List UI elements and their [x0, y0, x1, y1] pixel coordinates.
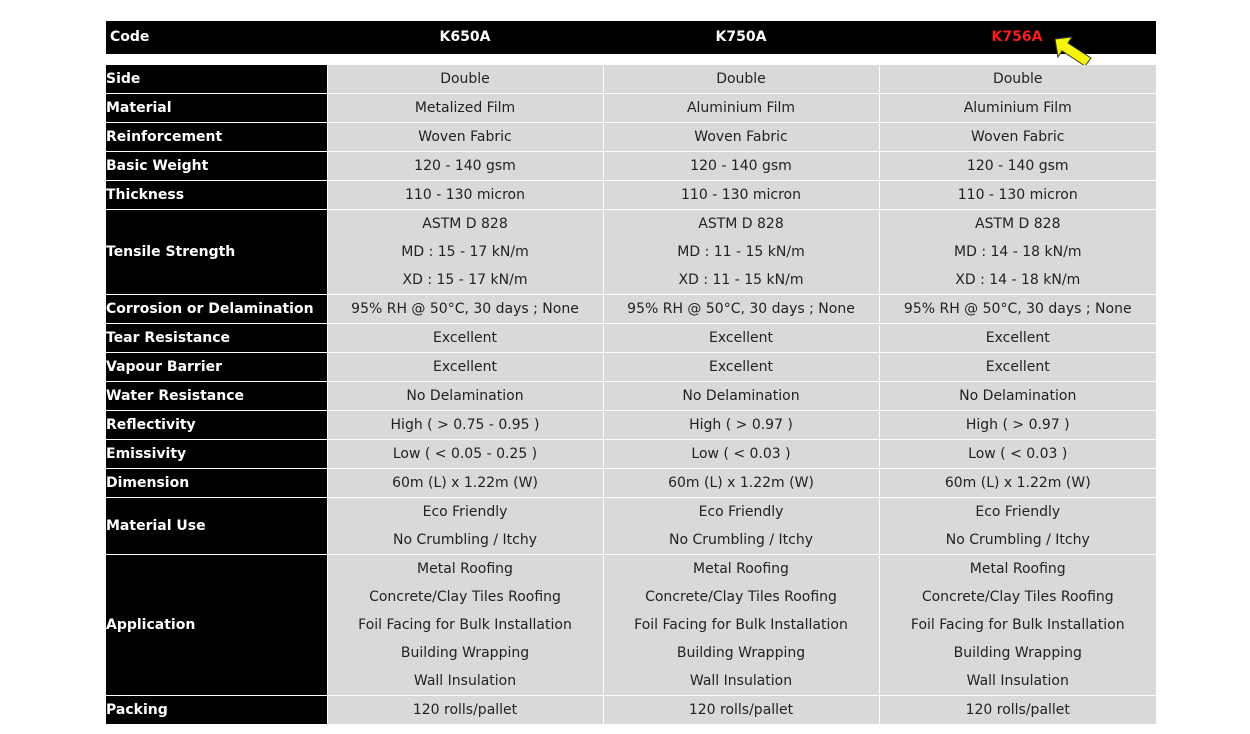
column-header-k756a: K756A: [991, 29, 1043, 45]
cell-k756a: [879, 210, 1156, 295]
row-label: Tear Resistance: [106, 324, 327, 353]
cell-line: 95% RH @ 50°C, 30 days ; None: [351, 301, 579, 317]
cell-k750a: [603, 498, 879, 555]
cell-k756a: [879, 65, 1156, 94]
cell-line: 95% RH @ 50°C, 30 days ; None: [627, 301, 855, 317]
spec-table-header: [106, 21, 1156, 54]
row-label: Corrosion or Delamination: [106, 295, 327, 324]
cell-k650a: [327, 353, 603, 382]
cell-line: 110 - 130 micron: [681, 187, 801, 203]
cell-k750a: [603, 353, 879, 382]
cell-line: Woven Fabric: [694, 129, 788, 145]
cell-line: Wall Insulation: [689, 673, 793, 689]
cell-line: 110 - 130 micron: [405, 187, 525, 203]
cell-k650a: [327, 324, 603, 353]
cell-line: Building Wrapping: [676, 645, 806, 661]
cell-line: High ( > 0.75 - 0.95 ): [390, 417, 540, 433]
spec-table: [106, 65, 1156, 725]
cell-line: Concrete/Clay Tiles Roofing: [921, 589, 1114, 605]
cell-line: Aluminium Film: [963, 100, 1072, 116]
cell-line: 120 rolls/pallet: [688, 702, 794, 718]
cell-line: No Crumbling / Itchy: [945, 532, 1090, 548]
row-label: Reflectivity: [106, 411, 327, 440]
cell-k750a: [603, 295, 879, 324]
cell-line: XD : 11 - 15 kN/m: [678, 272, 804, 288]
cell-k750a: [603, 440, 879, 469]
cell-k756a: [879, 353, 1156, 382]
cell-k650a: [327, 152, 603, 181]
cell-k650a: [327, 411, 603, 440]
cell-line: 60m (L) x 1.22m (W): [668, 475, 814, 491]
cell-line: No Delamination: [682, 388, 800, 404]
cell-line: High ( > 0.97 ): [689, 417, 793, 433]
row-label: Dimension: [106, 469, 327, 498]
table-row-tear-resistance: [106, 324, 1156, 353]
cell-k650a: [327, 65, 603, 94]
cell-line: 110 - 130 micron: [957, 187, 1078, 203]
cell-k756a: [879, 152, 1156, 181]
table-row-vapour-barrier: [106, 353, 1156, 382]
column-header-k650a: K650A: [439, 29, 491, 45]
cell-line: MD : 15 - 17 kN/m: [401, 244, 529, 260]
cell-line: Double: [716, 71, 766, 87]
cell-line: 120 rolls/pallet: [965, 702, 1070, 718]
column-header-k750a: K750A: [715, 29, 767, 45]
cell-line: 60m (L) x 1.22m (W): [392, 475, 538, 491]
row-label: Water Resistance: [106, 382, 327, 411]
table-row-packing: [106, 696, 1156, 725]
cell-line: ASTM D 828: [422, 216, 508, 232]
table-row-side: [106, 65, 1156, 94]
cell-k756a: [879, 181, 1156, 210]
cell-line: Woven Fabric: [418, 129, 512, 145]
cell-line: Low ( < 0.03 ): [691, 446, 791, 462]
cell-k756a: [879, 440, 1156, 469]
row-label: Application: [106, 555, 327, 696]
cell-line: Excellent: [433, 330, 497, 346]
cell-line: Concrete/Clay Tiles Roofing: [645, 589, 837, 605]
cell-line: 95% RH @ 50°C, 30 days ; None: [903, 301, 1132, 317]
cell-line: No Crumbling / Itchy: [392, 532, 538, 548]
row-label: Reinforcement: [106, 123, 327, 152]
cell-line: Foil Facing for Bulk Installation: [910, 617, 1125, 633]
cell-line: 120 - 140 gsm: [966, 158, 1069, 174]
cell-line: Foil Facing for Bulk Installation: [634, 617, 848, 633]
cell-line: No Delamination: [959, 388, 1077, 404]
cell-line: 120 - 140 gsm: [414, 158, 516, 174]
cell-line: Metal Roofing: [693, 561, 789, 577]
cell-line: Double: [440, 71, 490, 87]
cell-line: Eco Friendly: [698, 504, 784, 520]
cell-k650a: [327, 123, 603, 152]
cell-line: ASTM D 828: [975, 216, 1061, 232]
table-row-emissivity: [106, 440, 1156, 469]
table-row-material: [106, 94, 1156, 123]
cell-line: Eco Friendly: [422, 504, 508, 520]
cell-line: Eco Friendly: [975, 504, 1061, 520]
table-row-dimension: [106, 469, 1156, 498]
cell-k750a: [603, 555, 879, 696]
cell-k650a: [327, 469, 603, 498]
row-label: Material: [106, 94, 327, 123]
cell-line: Wall Insulation: [413, 673, 517, 689]
cell-k750a: [603, 696, 879, 725]
cell-line: 120 rolls/pallet: [412, 702, 518, 718]
cell-line: Double: [992, 71, 1043, 87]
table-row-tensile-strength: [106, 210, 1156, 295]
cell-line: Excellent: [433, 359, 497, 375]
cell-k650a: [327, 498, 603, 555]
cell-k650a: [327, 295, 603, 324]
cell-k750a: [603, 324, 879, 353]
cell-line: Wall Insulation: [966, 673, 1069, 689]
cell-line: XD : 15 - 17 kN/m: [402, 272, 528, 288]
table-row-thickness: [106, 181, 1156, 210]
table-row-application: [106, 555, 1156, 696]
table-row-reflectivity: [106, 411, 1156, 440]
row-label: Thickness: [106, 181, 327, 210]
table-row-water-resistance: [106, 382, 1156, 411]
table-row-basic-weight: [106, 152, 1156, 181]
cell-k650a: [327, 440, 603, 469]
row-label: Vapour Barrier: [106, 353, 327, 382]
cell-line: Excellent: [985, 359, 1050, 375]
arrow-pointer-icon: [1052, 34, 1094, 68]
cell-line: XD : 14 - 18 kN/m: [955, 272, 1081, 288]
cell-k756a: [879, 94, 1156, 123]
cell-k750a: [603, 411, 879, 440]
cell-line: MD : 14 - 18 kN/m: [954, 244, 1082, 260]
cell-line: No Delamination: [406, 388, 524, 404]
cell-k750a: [603, 469, 879, 498]
cell-k756a: [879, 382, 1156, 411]
cell-k750a: [603, 152, 879, 181]
table-row-reinforcement: [106, 123, 1156, 152]
spec-table-body: [106, 65, 1156, 725]
cell-line: Metalized Film: [414, 100, 516, 116]
cell-line: Excellent: [709, 330, 773, 346]
cell-k650a: [327, 210, 603, 295]
row-label: Emissivity: [106, 440, 327, 469]
cell-line: Metal Roofing: [417, 561, 513, 577]
cell-line: Foil Facing for Bulk Installation: [358, 617, 572, 633]
row-label: Packing: [106, 696, 327, 725]
cell-k650a: [327, 181, 603, 210]
code-header-label: Code: [110, 29, 150, 45]
cell-k756a: [879, 469, 1156, 498]
cell-line: MD : 11 - 15 kN/m: [677, 244, 805, 260]
cell-k756a: [879, 498, 1156, 555]
cell-line: Aluminium Film: [686, 100, 796, 116]
cell-k750a: [603, 181, 879, 210]
cell-k756a: [879, 696, 1156, 725]
cell-k756a: [879, 123, 1156, 152]
cell-k750a: [603, 94, 879, 123]
row-label: Tensile Strength: [106, 210, 327, 295]
cell-k756a: [879, 555, 1156, 696]
cell-k650a: [327, 382, 603, 411]
cell-k750a: [603, 382, 879, 411]
row-label: Material Use: [106, 498, 327, 555]
cell-k750a: [603, 210, 879, 295]
cell-line: Concrete/Clay Tiles Roofing: [369, 589, 561, 605]
row-label: Side: [106, 65, 327, 94]
cell-line: Low ( < 0.03 ): [968, 446, 1068, 462]
cell-k650a: [327, 696, 603, 725]
cell-line: High ( > 0.97 ): [965, 417, 1070, 433]
cell-line: 120 - 140 gsm: [690, 158, 792, 174]
cell-k756a: [879, 324, 1156, 353]
cell-line: No Crumbling / Itchy: [668, 532, 814, 548]
cell-k756a: [879, 295, 1156, 324]
cell-line: Low ( < 0.05 - 0.25 ): [392, 446, 538, 462]
cell-line: Metal Roofing: [969, 561, 1066, 577]
cell-line: Excellent: [709, 359, 773, 375]
cell-k650a: [327, 555, 603, 696]
cell-k750a: [603, 65, 879, 94]
cell-line: ASTM D 828: [698, 216, 784, 232]
cell-k750a: [603, 123, 879, 152]
cell-line: Excellent: [985, 330, 1050, 346]
cell-line: Woven Fabric: [971, 129, 1065, 145]
cell-k650a: [327, 94, 603, 123]
cell-line: Building Wrapping: [400, 645, 530, 661]
row-label: Basic Weight: [106, 152, 327, 181]
table-row-corrosion-or-delamination: [106, 295, 1156, 324]
table-row-material-use: [106, 498, 1156, 555]
cell-k756a: [879, 411, 1156, 440]
cell-line: 60m (L) x 1.22m (W): [944, 475, 1091, 491]
cell-line: Building Wrapping: [953, 645, 1082, 661]
